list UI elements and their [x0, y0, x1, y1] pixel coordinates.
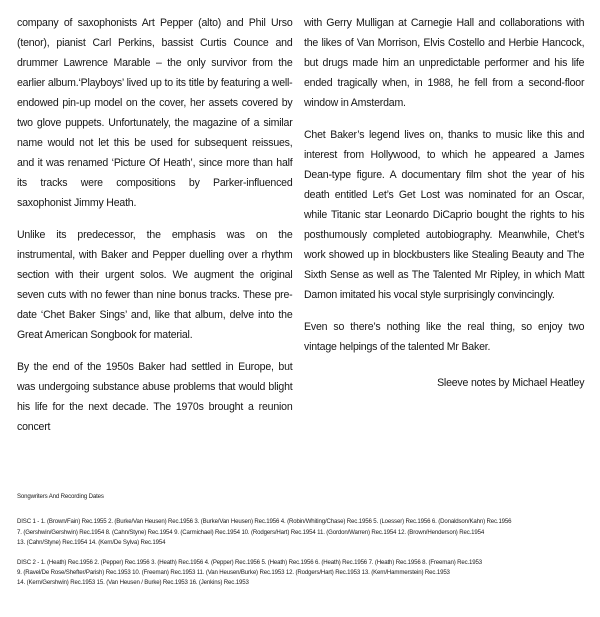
credit-line: 7. (Gershwin/Gershwin) Rec.1954 8. (Cahn/Styne) Rec.1954 9. (Carmichael) Rec.1954 10. (Rodgers/Hart) Rec.1954 11. (Gordon/Warren) Rec.1954 12. (Brown/Henderson) Rec.1954	[17, 528, 485, 536]
credits-title: Songwriters And Recording Dates	[17, 493, 104, 500]
disc-2-credits	[17, 558, 587, 589]
disc-1-credits	[17, 517, 587, 548]
left-text-column	[17, 13, 293, 449]
songwriter-credits	[17, 492, 587, 598]
credit-line: 14. (Kern/Gershwin) Rec.1953 15. (Van Heusen / Burke) Rec.1953 16. (Jenkins) Rec.1953	[17, 579, 249, 587]
paragraph: Chet Baker’s legend lives on, thanks to music like this and interest from Hollywood, to which he appeared a James Dean-type figure. A documentary film shot the year of his death entitled Let’s Get Lost was nominated for an Oscar, while Titanic star Leonardo DiCaprio bought the rights to his posthumously completed autobiography. Meanwhile, Chet’s work showed up in blockbusters like Stealing Beauty and The Sixth Sense as well as The Talented Mr Ripley, in which Matt Damon imitated his vocal style surprisingly convincingly.	[304, 129, 585, 301]
paragraph: with Gerry Mulligan at Carnegie Hall and collaborations with the likes of Van Morrison, Elvis Costello and Herbie Hancock, but drugs made him an unpredictable performer and his life ended tragically when, in 1988, he fell from a second-floor window in Amsterdam.	[304, 17, 585, 109]
credit-line: DISC 2 - 1. (Heath) Rec.1956 2. (Pepper) Rec.1956 3. (Heath) Rec.1956 4. (Pepper) Rec.1956 5. (Heath) Rec.1956 6. (Heath) Rec.1956 7. (Heath) Rec.1956 8. (Freeman) Rec.1953	[17, 558, 482, 566]
paragraph: company of saxophonists Art Pepper (alto) and Phil Urso (tenor), pianist Carl Perkins, bassist Curtis Counce and drummer Lawrence Marable – the only survivor from the earlier album.‘Playboys’ lived up to its title by featuring a well-endowed pin-up model on the cover, her assets covered by two glove puppets. Unfortunately, the magazine of a similar name would not let this be used for subsequent reissues, and it was renamed ‘Picture Of Heath’, since more than half its tracks were compositions by Parker-influenced saxophonist Jimmy Heath.	[17, 17, 293, 209]
right-text-column	[304, 13, 584, 393]
sleeve-notes-credit: Sleeve notes by Michael Heatley	[437, 377, 585, 389]
credit-line: 9. (Ravel/De Rose/Shefter/Parish) Rec.1953 10. (Freeman) Rec.1953 11. (Van Heusen/Burke) Rec.1953 12. (Rodgers/Hart) Rec.1953 13. (Kern/Hammerstein) Rec.1953	[17, 569, 450, 577]
paragraph: Unlike its predecessor, the emphasis was on the instrumental, with Baker and Pepper duelling over a rhythm section with their urgent solos. We augment the original seven cuts with no fewer than nine bonus tracks. These pre-date ‘Chet Baker Sings’ and, like that album, delve into the Great American Songbook for material.	[17, 229, 293, 341]
paragraph: By the end of the 1950s Baker had settled in Europe, but was undergoing substance abuse problems that would blight his life for the next decade. The 1970s brought a reunion concert	[17, 361, 293, 433]
credit-line: DISC 1 - 1. (Brown/Fain) Rec.1955 2. (Burke/Van Heusen) Rec.1956 3. (Burke/Van Heusen) Rec.1956 4. (Robin/Whiting/Chase) Rec.1956 5. (Loesser) Rec.1956 6. (Donaldson/Kahn) Rec.1956	[17, 518, 512, 526]
credit-line: 13. (Cahn/Styne) Rec.1954 14. (Kern/De Sylva) Rec.1954	[17, 539, 166, 547]
paragraph: Even so there’s nothing like the real thing, so enjoy two vintage helpings of the talented Mr Baker.	[304, 321, 585, 353]
